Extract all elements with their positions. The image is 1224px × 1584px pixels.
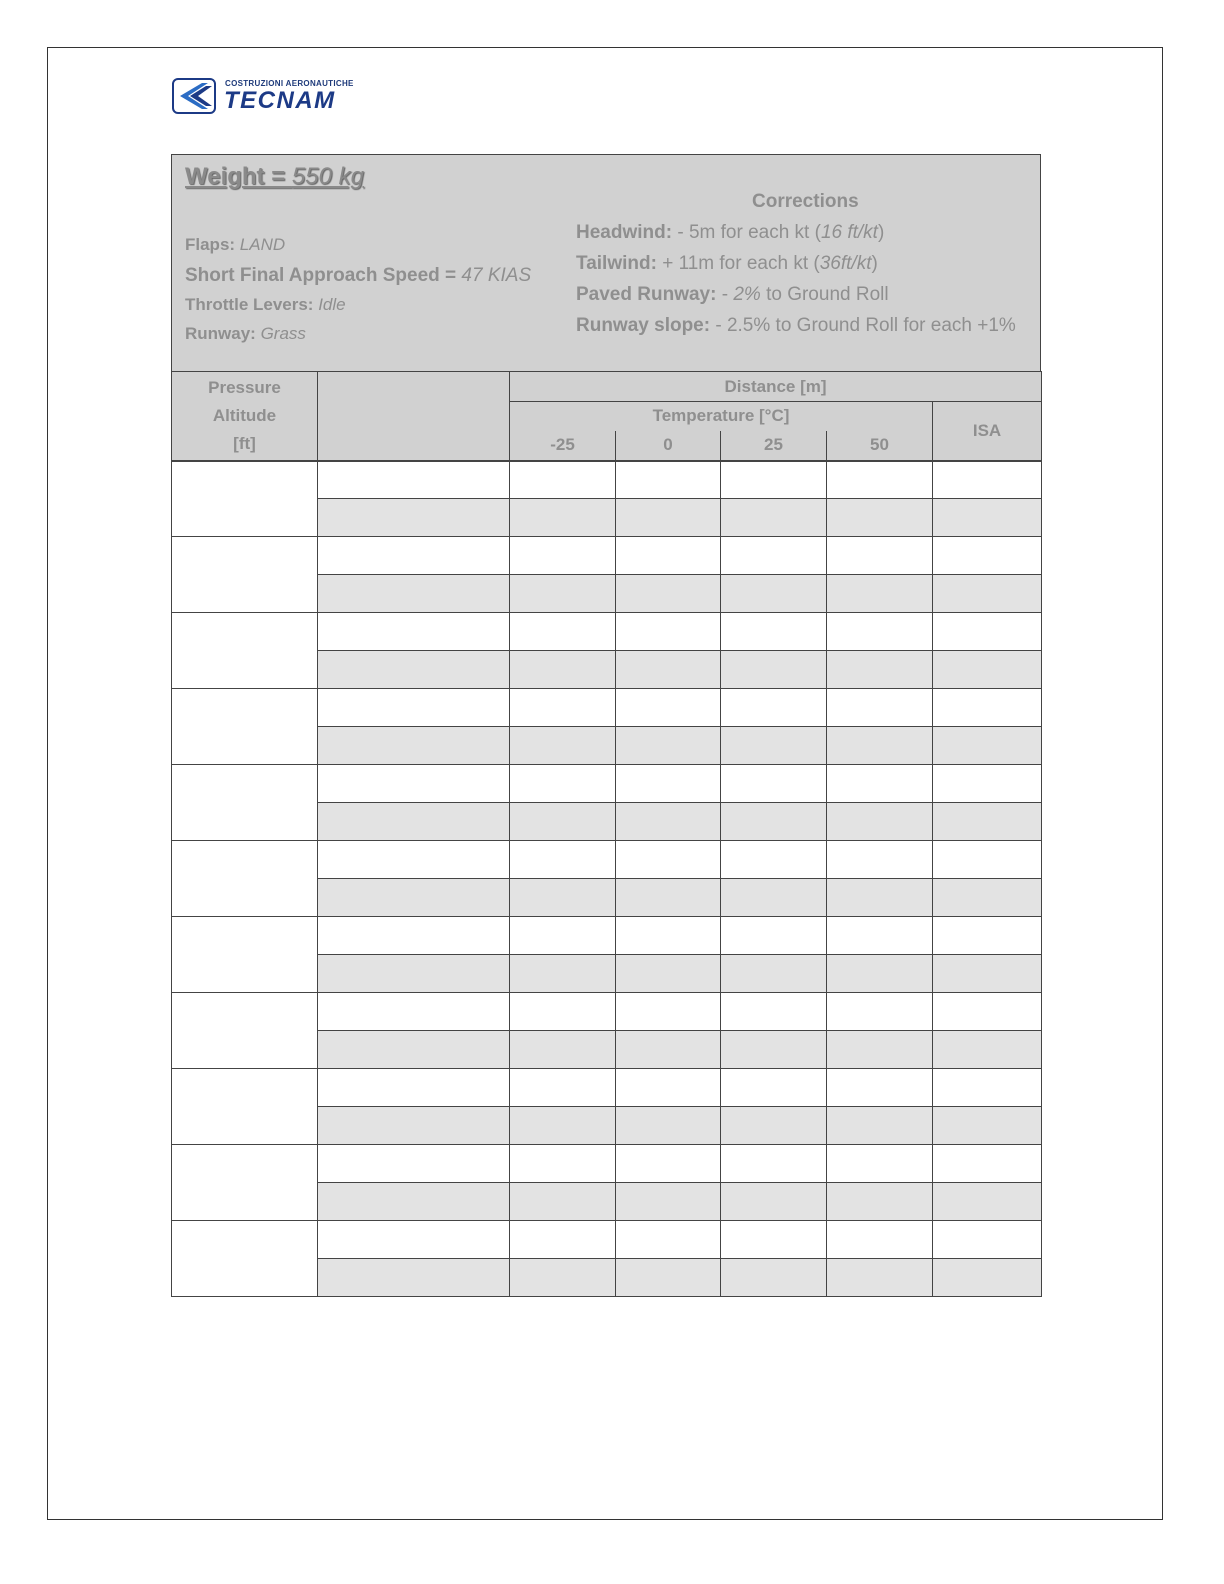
table-cell [933,1107,1042,1145]
table-cell [933,461,1042,499]
table-cell [933,993,1042,1031]
table-cell [616,651,721,689]
table-cell [827,575,933,613]
table-cell [721,879,827,917]
table-cell [510,993,616,1031]
table-row [172,1145,1042,1183]
table-cell [827,955,933,993]
table-cell [721,765,827,803]
table-cell [616,613,721,651]
altitude-cell [172,537,318,613]
table-cell [827,1259,933,1297]
table-cell [616,575,721,613]
table-cell [721,727,827,765]
table-cell [721,1069,827,1107]
table-cell [318,879,510,917]
table-cell [827,1107,933,1145]
table-cell [318,1031,510,1069]
table-cell [510,1069,616,1107]
temp-col-0: 0 [616,431,721,461]
table-cell [318,1221,510,1259]
logo-name: TECNAM [224,87,336,114]
corrections-title: Corrections [752,191,859,212]
altitude-cell [172,841,318,917]
table-cell [616,1031,721,1069]
table-cell [933,537,1042,575]
table-cell [616,879,721,917]
table-cell [616,765,721,803]
table-cell [510,1145,616,1183]
table-cell [510,1259,616,1297]
table-row [172,1221,1042,1259]
table-row [172,993,1042,1031]
weight-title: Weight = 550 kg [185,163,364,190]
temp-col-25: 25 [721,431,827,461]
table-cell [933,575,1042,613]
table-cell [318,1145,510,1183]
table-cell [318,461,510,499]
table-cell [827,993,933,1031]
table-cell [721,955,827,993]
table-cell [827,1031,933,1069]
table-cell [721,841,827,879]
table-cell [318,499,510,537]
temp-col-50: 50 [827,431,933,461]
temp-col-minus25: -25 [510,431,616,461]
table-cell [510,1107,616,1145]
throttle-line: Throttle Levers: Idle [185,295,346,314]
table-cell [318,727,510,765]
table-cell [933,803,1042,841]
table-cell [510,575,616,613]
table-cell [318,1107,510,1145]
table-cell [827,803,933,841]
table-cell [933,1031,1042,1069]
table-cell [827,841,933,879]
table-cell [318,993,510,1031]
runway-line: Runway: Grass [185,324,306,343]
table-row [172,613,1042,651]
landing-distance-table [171,371,1042,1297]
table-cell [510,803,616,841]
altitude-cell [172,1145,318,1221]
distance-header: Distance [m] [510,372,1042,402]
paved-runway-correction: Paved Runway: - 2% to Ground Roll [576,284,889,305]
table-cell [510,765,616,803]
table-cell [510,613,616,651]
flaps-line: Flaps: LAND [185,235,286,254]
table-cell [827,765,933,803]
table-cell [318,613,510,651]
table-cell [318,765,510,803]
table-cell [827,689,933,727]
table-row [172,461,1042,499]
table-cell [827,917,933,955]
table-cell [933,841,1042,879]
table-cell [827,879,933,917]
isa-header: ISA [933,402,1042,461]
table-cell [933,613,1042,651]
conditions-list [185,235,531,352]
table-cell [933,1221,1042,1259]
table-cell [318,955,510,993]
table-row [172,1069,1042,1107]
table-cell [721,1183,827,1221]
table-cell [933,1069,1042,1107]
table-cell [616,1183,721,1221]
table-cell [616,1145,721,1183]
pressure-altitude-header: Pressure Altitude [ft] [172,372,318,461]
table-cell [510,1221,616,1259]
altitude-cell [172,461,318,537]
table-cell [616,689,721,727]
table-cell [721,575,827,613]
table-cell [616,1107,721,1145]
tecnam-logo [172,78,362,116]
table-cell [510,879,616,917]
table-cell [510,499,616,537]
table-cell [616,917,721,955]
table-cell [827,727,933,765]
table-cell [616,803,721,841]
table-body [172,461,1042,1297]
table-cell [933,727,1042,765]
table-row [172,917,1042,955]
table-cell [318,1259,510,1297]
table-cell [933,499,1042,537]
table-cell [318,689,510,727]
table-cell [827,1183,933,1221]
table-cell [827,537,933,575]
table-row [172,689,1042,727]
table-cell [721,1145,827,1183]
blank-header [318,372,510,461]
table-cell [721,651,827,689]
table-cell [510,537,616,575]
altitude-cell [172,917,318,993]
altitude-cell [172,765,318,841]
table-cell [721,461,827,499]
tecnam-arrows-icon [172,78,216,114]
table-cell [721,537,827,575]
table-cell [510,1031,616,1069]
table-cell [318,575,510,613]
logo-subtitle: COSTRUZIONI AERONAUTICHE [225,79,354,88]
table-cell [827,651,933,689]
table-cell [616,1221,721,1259]
table-cell [510,651,616,689]
table-cell [510,955,616,993]
table-cell [827,1221,933,1259]
table-cell [721,1221,827,1259]
table-cell [933,765,1042,803]
table-cell [827,461,933,499]
table-cell [318,841,510,879]
table-cell [616,955,721,993]
table-cell [721,689,827,727]
table-cell [616,537,721,575]
table-row [172,537,1042,575]
approach-speed-line: Short Final Approach Speed = 47 KIAS [185,265,532,286]
altitude-cell [172,1221,318,1297]
table-cell [721,613,827,651]
table-cell [933,1259,1042,1297]
runway-slope-correction: Runway slope: - 2.5% to Ground Roll for each +1% [576,315,1016,336]
table-cell [827,499,933,537]
altitude-cell [172,689,318,765]
table-cell [616,841,721,879]
table-cell [616,499,721,537]
table-cell [721,1259,827,1297]
table-cell [318,803,510,841]
table-cell [721,499,827,537]
table-cell [933,879,1042,917]
table-row [172,765,1042,803]
table-cell [721,1107,827,1145]
table-cell [827,613,933,651]
table-cell [616,727,721,765]
table-cell [721,993,827,1031]
table-cell [510,461,616,499]
table-cell [318,1183,510,1221]
altitude-cell [172,993,318,1069]
altitude-cell [172,613,318,689]
table-cell [318,537,510,575]
tailwind-correction: Tailwind: + 11m for each kt (36ft/kt) [576,253,878,274]
table-cell [616,461,721,499]
performance-header [171,154,1041,372]
table-cell [827,1069,933,1107]
table-row [172,841,1042,879]
table-cell [318,917,510,955]
table-cell [318,651,510,689]
headwind-correction: Headwind: - 5m for each kt (16 ft/kt) [576,222,885,243]
table-cell [510,917,616,955]
table-cell [933,917,1042,955]
table-cell [827,1145,933,1183]
temperature-header: Temperature [°C] [510,402,933,431]
table-cell [510,689,616,727]
table-cell [510,841,616,879]
table-cell [721,803,827,841]
table-cell [933,689,1042,727]
table-cell [510,1183,616,1221]
table-cell [933,1145,1042,1183]
table-cell [318,1069,510,1107]
altitude-cell [172,1069,318,1145]
table-cell [721,917,827,955]
table-cell [616,1069,721,1107]
table-cell [933,955,1042,993]
table-cell [933,1183,1042,1221]
table-cell [721,1031,827,1069]
table-cell [510,727,616,765]
table-cell [616,993,721,1031]
table-cell [616,1259,721,1297]
table-cell [933,651,1042,689]
